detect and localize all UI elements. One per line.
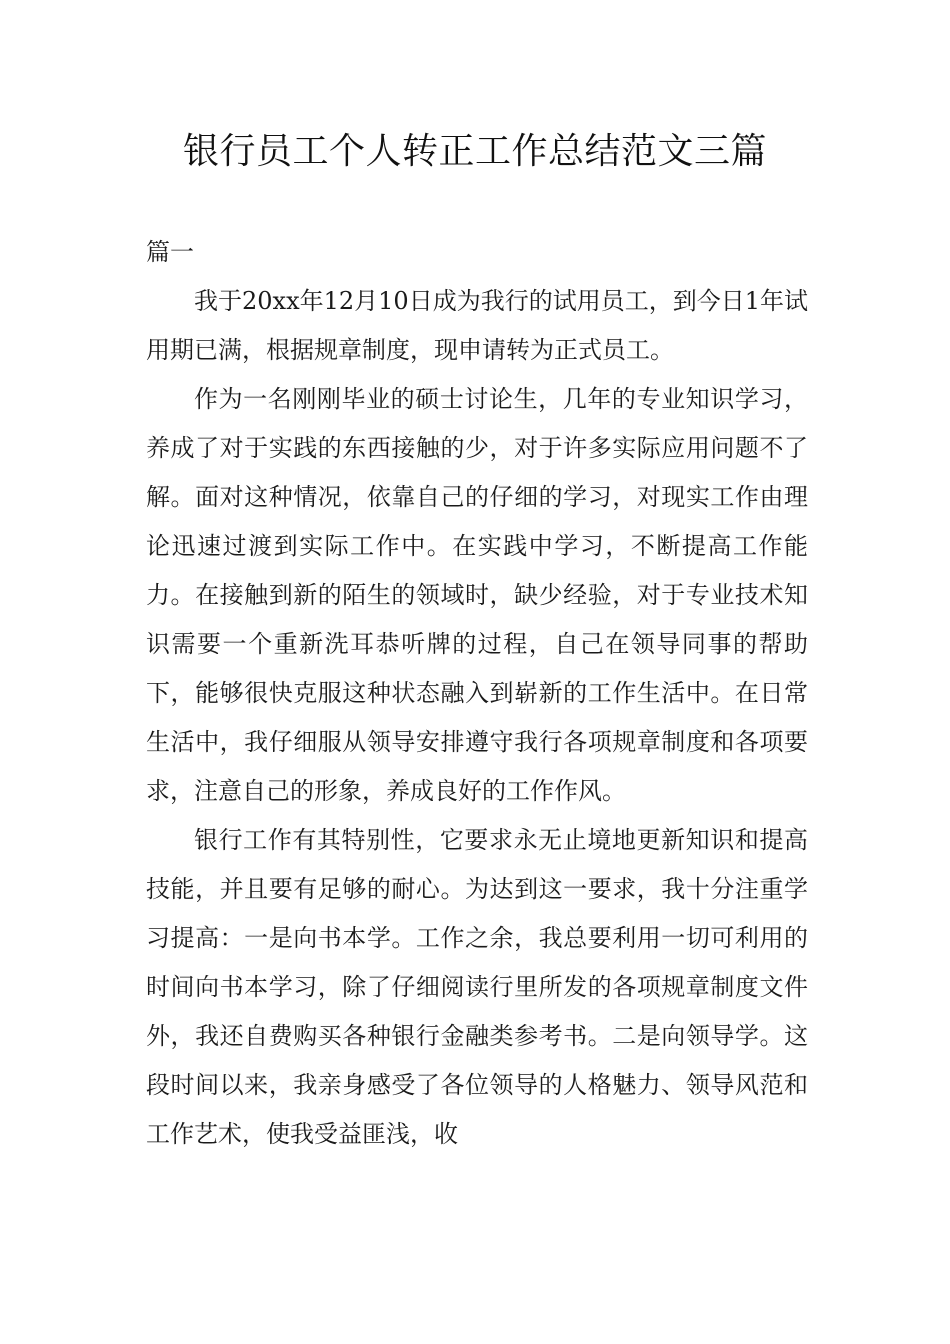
document-title: 银行员工个人转正工作总结范文三篇: [182, 131, 767, 172]
document-body: [146, 277, 808, 1159]
paragraph-2: 作为一名刚刚毕业的硕士讨论生，几年的专业知识学习，养成了对于实践的东西接触的少，对于许多实际应用问题不了解。面对这种情况，依靠自己的仔细的学习，对现实工作由理论迅速过渡到实际工作中。在实践中学习，不断提高工作能力。在接触到新的陌生的领域时，缺少经验，对于专业技术知识需要一个重新洗耳恭听牌的过程，自己在领导同事的帮助下，能够很快克服这种状态融入到崭新的工作生活中。在日常生活中，我仔细服从领导安排遵守我行各项规章制度和各项要求，注意自己的形象，养成良好的工作作风。: [146, 385, 808, 805]
paragraph-1: 我于20xx年12月10日成为我行的试用员工，到今日1年试用期已满，根据规章制度，现申请转为正式员工。: [146, 287, 808, 364]
section-label: 篇一: [146, 238, 194, 266]
paragraph-3: 银行工作有其特别性，它要求永无止境地更新知识和提高技能，并且要有足够的耐心。为达到这一要求，我十分注重学习提高：一是向书本学。工作之余，我总要利用一切可利用的时间向书本学习，除了仔细阅读行里所发的各项规章制度文件外，我还自费购买各种银行金融类参考书。二是向领导学。这段时间以来，我亲身感受了各位领导的人格魅力、领导风范和工作艺术，使我受益匪浅，收: [146, 826, 808, 1148]
